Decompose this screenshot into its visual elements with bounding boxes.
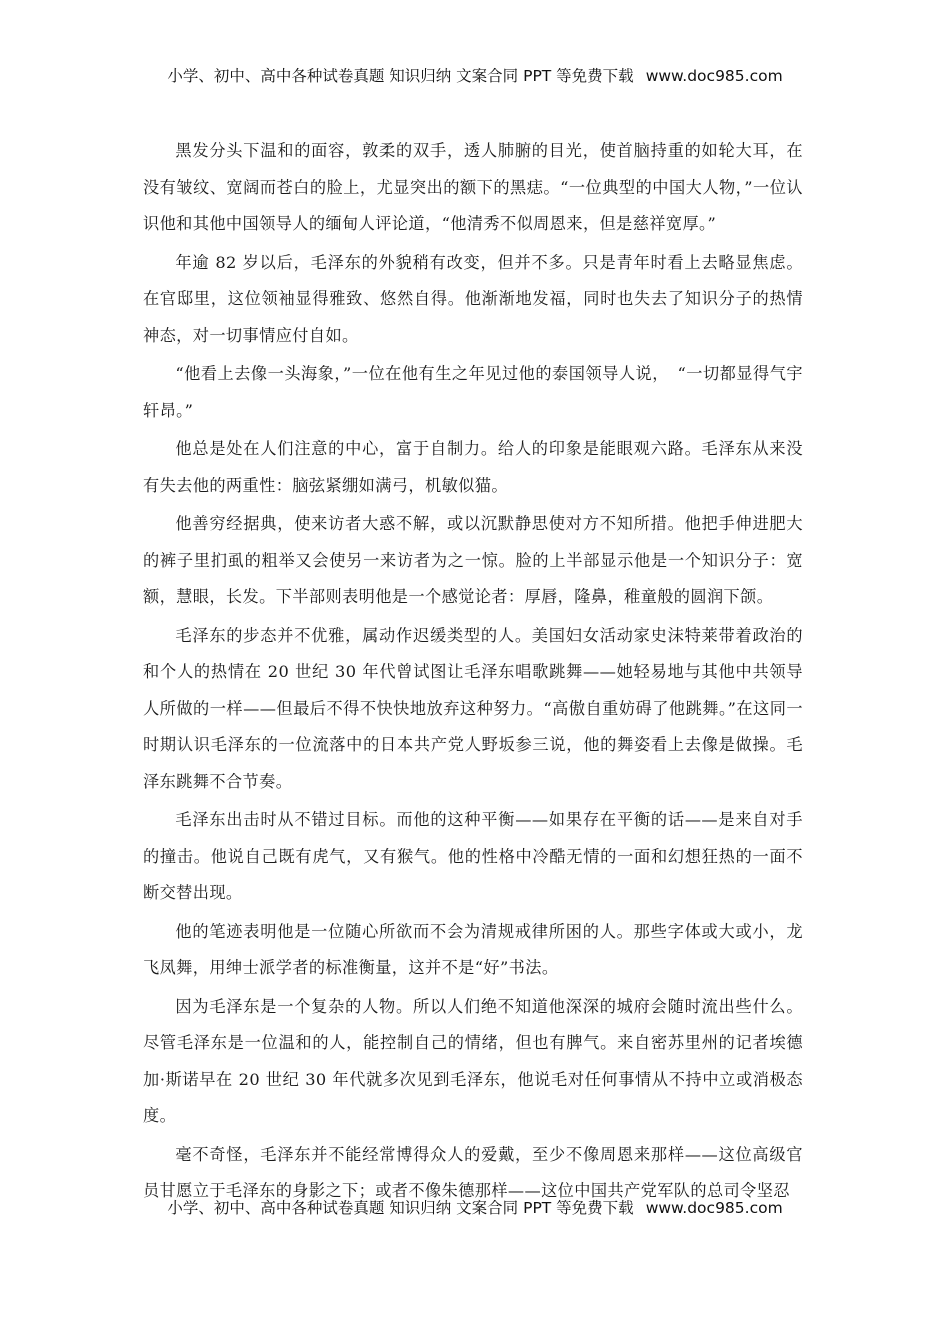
paragraph-8: 他的笔迹表明他是一位随心所欲而不会为清规戒律所困的人。那些字体或大或小，龙飞凤舞，用绅士派学者的标准衡量，这并不是“好”书法。 bbox=[143, 921, 803, 977]
article-body bbox=[143, 133, 803, 1212]
footer-text: 小学、初中、高中各种试卷真题 知识归纳 文案合同 PPT 等免费下载 bbox=[167, 1199, 634, 1217]
paragraph-2: 年逾 82 岁以后，毛泽东的外貌稍有改变，但并不多。只是青年时看上去略显焦虑。在官邸里，这位领袖显得雅致、悠然自得。他渐渐地发福，同时也失去了知识分子的热情神态，对一切事情应付自如。 bbox=[143, 252, 803, 345]
page-header bbox=[0, 64, 950, 86]
paragraph-3: “他看上去像一头海象，”一位在他有生之年见过他的泰国领导人说， “一切都显得气宇轩昂。” bbox=[143, 364, 803, 420]
paragraph-1: 黑发分头下温和的面容，敦柔的双手，透人肺腑的目光，使首脑持重的如轮大耳，在没有皱纹、宽阔而苍白的脸上，尤显突出的额下的黑痣。“一位典型的中国大人物，”一位认识他和其他中国领导人的缅甸人评论道，“他清秀不似周恩来，但是慈祥宽厚。” bbox=[143, 141, 803, 233]
paragraph-7: 毛泽东出击时从不错过目标。而他的这种平衡——如果存在平衡的话——是来自对手的撞击。他说自己既有虎气，又有猴气。他的性格中冷酷无情的一面和幻想狂热的一面不断交替出现。 bbox=[143, 810, 803, 902]
header-site-link[interactable]: www.doc985.com bbox=[645, 67, 783, 85]
header-text: 小学、初中、高中各种试卷真题 知识归纳 文案合同 PPT 等免费下载 bbox=[167, 67, 634, 85]
paragraph-9: 因为毛泽东是一个复杂的人物。所以人们绝不知道他深深的城府会随时流出些什么。尽管毛泽东是一位温和的人，能控制自己的情绪，但也有脾气。来自密苏里州的记者埃德加·斯诺早在 20 世纪 30 年代就多次见到毛泽东，他说毛对任何事情从不持中立或消极态度。 bbox=[143, 996, 803, 1125]
page-footer bbox=[0, 1196, 950, 1218]
footer-site-link[interactable]: www.doc985.com bbox=[645, 1199, 783, 1217]
paragraph-6: 毛泽东的步态并不优雅，属动作迟缓类型的人。美国妇女活动家史沫特莱带着政治的和个人的热情在 20 世纪 30 年代曾试图让毛泽东唱歌跳舞——她轻易地与其他中共领导人所做的一样——但最后不得不快快地放弃这种努力。“高傲自重妨碍了他跳舞。”在这同一时期认识毛泽东的一位流落中的日本共产党人野坂参三说，他的舞姿看上去像是做操。毛泽东跳舞不合节奏。 bbox=[143, 625, 803, 791]
paragraph-10: 毫不奇怪，毛泽东并不能经常博得众人的爱戴，至少不像周恩来那样——这位高级官员甘愿立于毛泽东的身影之下；或者不像朱德那样——这位中国共产党军队的总司令坚忍 bbox=[143, 1144, 803, 1200]
paragraph-4: 他总是处在人们注意的中心，富于自制力。给人的印象是能眼观六路。毛泽东从来没有失去他的两重性：脑弦紧绷如满弓，机敏似猫。 bbox=[143, 439, 803, 495]
paragraph-5: 他善穷经据典，使来访者大惑不解，或以沉默静思使对方不知所措。他把手伸进肥大的裤子里扪虱的粗举又会使另一来访者为之一惊。脸的上半部显示他是一个知识分子：宽额，慧眼，长发。下半部则表明他是一个感觉论者：厚唇，隆鼻，稚童般的圆润下颌。 bbox=[143, 514, 803, 606]
